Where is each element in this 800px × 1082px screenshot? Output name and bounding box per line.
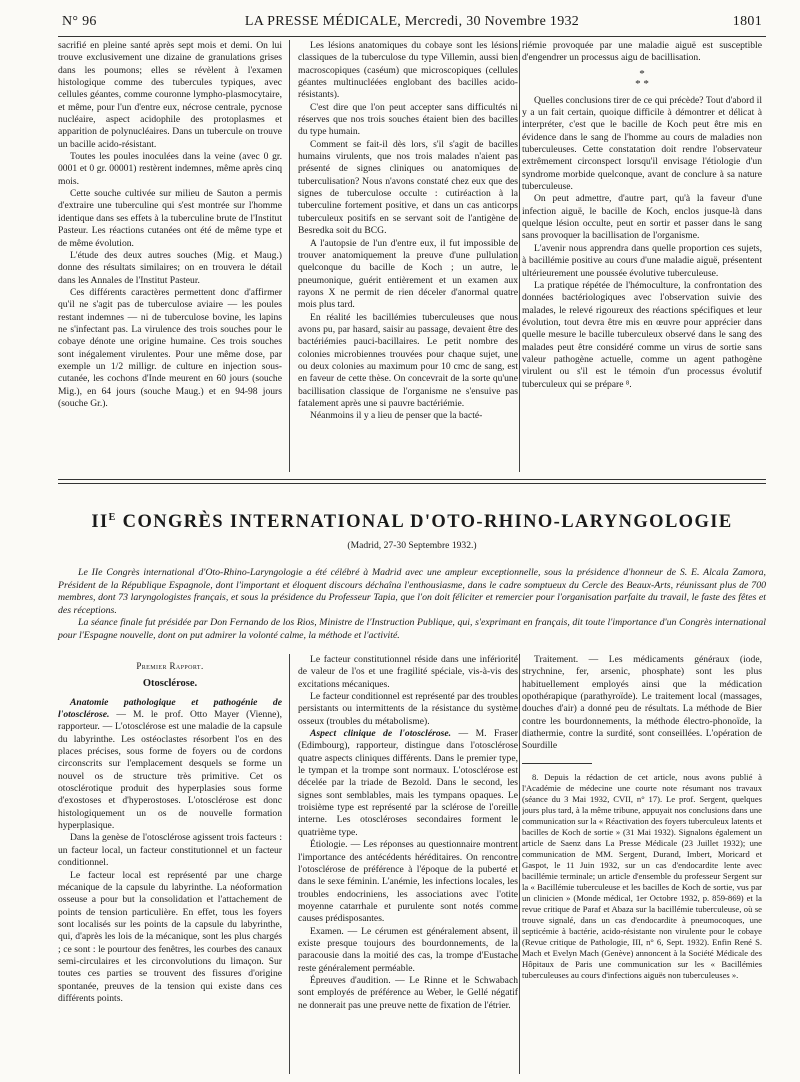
paragraph: L'étude des deux autres souches (Mig. et Maug.) donne des résultats similaires; on en trouvera le détail dans les Annales de l'Institut Pasteur.	[58, 249, 282, 286]
footnote-rule	[522, 763, 592, 764]
paragraph: Examen. — Le cérumen est généralement absent, il existe presque toujours des bourdonnements, de la paracousie dans la moitié des cas, la trompe d'Eustache reste généralement perméable.	[298, 925, 518, 974]
page-number: N° 96	[62, 14, 97, 29]
paragraph: Le facteur local est représenté par une charge mécanique de la capsule du labyrinthe. La néoformation osseuse a pour but la consolidation et l'attachement de points de tension particulière. En effet, tous les foyers sont localisés sur les points de la capsule du labyrinthe, qui, d'après les lois de la mécanique, sont les plus chargés ; ce sont : le pourtour des fenêtres, les courbes des canaux semi-circulaires et les circonvolutions du limaçon. Sur toutes ces parties se trouvent des fissures d'origine spontanée, preuves de la tension qui existe dans ces différents points.	[58, 869, 282, 1004]
paragraph: Toutes les poules inoculées dans la veine (avec 0 gr. 0001 et 0 gr. 00001) restèrent indemnes, même après cinq mois.	[58, 151, 282, 187]
paragraph-text: — M. Fraser (Edimbourg), rapporteur, distingue dans l'otosclérose quatre aspects cliniques différents. Dans le premier type, le tympan et la trompe sont normaux. L'otosclérose est décelée par la triade de Bezold. Dans le second, les signes sont semblables, mais les tympans opaques. Le troisième type est représenté par la sclérose de l'oreille interne. Les otoscléroses secondaires forment le quatrième type.	[298, 728, 518, 838]
header-rule	[58, 36, 766, 37]
paragraph: Traitement. — Les médicaments généraux (iode, strychnine, fer, arsenic, phosphate) sont les plus habituellement employés ainsi que la médication opothérapique (parathyroïde). Le traitement local (massages, douches d'air) a donné peu de résultats. La méthode de Bier contre les bourdonnements, la méthode électro-phonoïde, la diathermie, contre la surdité, sont conseillées. L'opération de Sourdille	[522, 654, 762, 752]
paragraph: sacrifié en pleine santé après sept mois et demi. On lui trouve exclusivement une dizaine de granulations grises dans les poumons; elles se révèlent à l'examen histologique comme des tubercules typiques, avec cellules géantes, comme couronne lympho-plasmocytaire, et même, pour l'un d'entre eux, nécrose centrale, pycnose nucléaire, aspect acidophile des protoplasmes et apparition de polynucléaires. Dans un tubercule on trouve un bacille acido-résistant.	[58, 40, 282, 150]
paragraph: Étiologie. — Les réponses au questionnaire montrent l'importance des antécédents héréditaires. On rencontre l'otosclérose de préférence à l'époque de la puberté et dans le sexe féminin. L'anémie, les infections locales, les troubles endocriniens, les associations avec l'otite moyenne catarrhale et purulente sont notés comme causes prédisposantes.	[298, 839, 518, 925]
footnote	[522, 772, 762, 981]
congress-subtitle: (Madrid, 27-30 Septembre 1932.)	[347, 540, 477, 551]
column-rule	[289, 654, 290, 1074]
paragraph: Le facteur constitutionnel réside dans une infériorité de valeur de l'os et une fragilité spéciale, vis-à-vis des excitations mécaniques.	[298, 654, 518, 690]
congress-intro	[58, 567, 766, 643]
footnote-text: 8. Depuis la rédaction de cet article, nous avons publié à l'Académie de médecine une courte note résumant nos travaux (séance du 3 Mai 1932, CVII, n° 17). Le prof. Sergent, quelques jours plus tard, à la même tribune, appuyait nos conclusions dans une communication sur la « Réactivation des foyers tuberculeux latents et bacilles de Koch de sortie » (31 Mai 1932). Signalons également un article de Saenz dans La Presse Médicale (23 Juillet 1932); une communication de MM. Sergent, Durand, Imbert, Moricard et Gaspot, le 11 Juin 1932, sur un cas d'endocardite lente avec bacillémie terminale; un article d'ensemble du professeur Sergent sur la « Bacillémie tuberculeuse et les bacilles de Koch de sortie, vus par un clinicien » (Monde médical, 1er Octobre 1932, p. 859-869) et la revue critique de Paraf et Abaza sur la bacillémie tuberculeuse, où se trouve signalé, dans un cas d'endocardite à pneumocoques, une septicémie à bactérie, acido-résistante non virulente pour le cobaye (Revue critique de Pathologie, III, n° 6, Sept. 1932). Enfin René S. Mach et Evelyn Mach (Genève) annoncent à la Société Médicale des Hôpitaux de Paris une communication sur les « Bacillémies tuberculeuses au cours d'infections aiguës non tuberculeuses ».	[522, 771, 762, 980]
report-label: Premier Rapport.	[136, 661, 204, 671]
title-superscript: E	[108, 512, 117, 523]
top-column-2	[298, 40, 518, 472]
journal-title: LA PRESSE MÉDICALE, Mercredi, 30 Novembre 1932	[244, 14, 580, 29]
congress-title	[58, 512, 766, 533]
paragraph: Ces différents caractères permettent donc d'affirmer qu'il ne s'agit pas de tuberculose aviaire — les poules restant indemnes — ni de tuberculose bovine, les lapins ne s'infectant pas. La virulence des trois souches pour le cobaye dénote une origine humaine. Ces trois souches sont inégalement virulentes. Pour une même dose, par exemple un 1/2 milligr. de culture en injection sous-cutanée, les cochons d'Inde meurent en 60 jours (souche Mig.), en 64 jours (souche Maug.) et en 94-98 jours (souche Gr.).	[58, 286, 282, 409]
paragraph: A l'autopsie de l'un d'entre eux, il fut impossible de trouver anatomiquement la preuve d'une pullulation quelconque du bacille de Koch ; un autre, le pneumonique, guérit entièrement et un examen aux rayons X ne permit de rien déceler d'anormal quatre mois plus tard.	[298, 237, 518, 311]
bottom-column-2	[298, 654, 518, 1074]
title-text: CONGRÈS INTERNATIONAL D'OTO-RHINO-LARYNGOLOGIE	[116, 512, 733, 533]
subsection-heading: Anatomie pathologique et pathogénie de l'otosclérose.	[58, 696, 282, 721]
top-column-3	[522, 40, 762, 472]
paragraph: En réalité les bacillémies tuberculeuses que nous avons pu, par hasard, saisir au passage, devaient être des bactériémies pauci-bacillaires. Le petit nombre des colonies microbiennes trouvées pour chaque sujet, une ou deux colonies au maximum pour 10 cmc de sang, est en faveur de cette thèse. On concevrait de la sorte qu'une bacillisation classique de l'organisme ne s'ensuive pas fatalement après une si pauvre bactériémie.	[298, 311, 518, 409]
paragraph-text: — M. le prof. Otto Mayer (Vienne), rapporteur. — L'otosclérose est une maladie de la capsule du labyrinthe. Les ostéoclastes résorbent l'os en des places précises, sous forme de foyers ou de cordons circonscrits sur l'emplacement desquels se forme un nouvel os de structure très primitive. Cet os otosclérotique produit des hyperplasies sous forme d'exostoses et d'hyperostoses. L'otosclérose est donc histologiquement un os de nouvelle formation hyperplasique.	[58, 709, 282, 832]
paragraph	[58, 697, 282, 833]
section-separator	[58, 483, 766, 484]
paragraph: Quelles conclusions tirer de ce qui précède? Tout d'abord il y a un fait certain, quoique difficile à démontrer et délicat à interpréter, c'est que le bacille de Koch peut être mis en évidence dans le sang de l'homme au cours de maladies non tuberculeuses. Cette constatation doit rendre l'observateur extrêmement circonspect lorsqu'il envisage l'étiologie d'un syndrome morbide quelconque, avant de conclure à sa nature tuberculeuse.	[522, 94, 762, 193]
paragraph: Le facteur conditionnel est représenté par des troubles persistants ou intermittents de la résistance du système osseux (troubles du métabolisme).	[298, 691, 518, 727]
top-column-1	[58, 40, 282, 472]
paragraph: Dans la genèse de l'otosclérose agissent trois facteurs : un facteur local, un facteur constitutionnel et un facteur conditionnel.	[58, 832, 282, 869]
intro-paragraph: La séance finale fut présidée par Don Fernando de los Rios, Ministre de l'Instruction Publique, qui, s'exprimant en français, dit toute l'importance d'un Congrès international pour l'Espagne nouvelle, dont on put admirer la volonté calme, la méthode et l'activité.	[58, 617, 766, 641]
section-separator	[58, 479, 766, 480]
subsection-heading: Aspect clinique de l'otosclérose.	[310, 728, 452, 740]
bottom-column-3	[522, 654, 762, 1074]
paragraph: On peut admettre, d'autre part, qu'à la faveur d'une infection aiguë, le bacille de Koch, enclos jusque-là dans quelque lésion occulte, peut en sortir et passer dans le sang sans provoquer la bacillisation de l'organisme.	[522, 193, 762, 242]
column-rule	[289, 40, 290, 472]
paragraph: Comment se fait-il dès lors, s'il s'agit de bacilles humains virulents, que nos trois malades n'aient pas présenté de signes cliniques ou anatomiques de tuberculisation? Nous n'avons constaté chez eux que des signes de tuberculose occulte : cutiréaction à la tuberculine fortement positive, et dans un cas anticorps tuberculeux positifs en se servant soit de l'antigène de Besredka soit du BCG.	[298, 138, 518, 237]
section-asterisks: * * *	[635, 67, 649, 90]
paragraph: Épreuves d'audition. — Le Rinne et le Schwabach sont employés de préférence au Weber, le Gellé négatif ne donnerait pas une preuve nette de fixation de l'étrier.	[298, 974, 518, 1011]
bottom-column-1	[58, 654, 282, 1074]
column-rule	[519, 654, 520, 1074]
section-title: Otosclérose.	[142, 678, 198, 690]
intro-paragraph: Le IIe Congrès international d'Oto-Rhino-Laryngologie a été célébré à Madrid avec une ampleur exceptionnelle, sous la présidence d'honneur de S. E. Alcala Zamora, Président de la République Espagnole, dont l'important et éloquent discours déchaîna l'enthousiasme, dans le cadre somptueux du Cercle des Beaux-Arts, réunissant plus de 700 membres, dont 73 laryngologistes français, et sous la présidence du Professeur Tapia, que l'on doit féliciter et remercier pour l'organisation parfaite du travail, le faste des fêtes et des réceptions.	[58, 567, 766, 616]
paragraph: L'avenir nous apprendra dans quelle proportion ces sujets, à bacillémie positive au cours d'une maladie aiguë, présentent ultérieurement une poussée évolutive tuberculeuse.	[522, 242, 762, 279]
title-numeral: II	[91, 512, 109, 533]
paragraph: Cette souche cultivée sur milieu de Sauton a permis d'extraire une tuberculine qui s'est montrée sur l'homme identique dans ses effets à la tuberculine brute de l'Institut Pasteur. Les réactions cutanées ont été de même type et de même évolution.	[58, 188, 282, 249]
running-header	[62, 14, 762, 36]
folio-number: 1801	[732, 14, 762, 29]
paragraph: Les lésions anatomiques du cobaye sont les lésions classiques de la tuberculose du type Villemin, aussi bien macroscopiques (caséum) que microscopiques (cellules géantes multinucléées englobant des bacilles acido-résistants).	[298, 40, 518, 101]
paragraph	[298, 728, 518, 839]
paragraph: riémie provoquée par une maladie aiguë est susceptible d'engendrer un processus aigu de bacillisation.	[522, 40, 762, 64]
paragraph: La pratique répétée de l'hémoculture, la confrontation des données bactériologiques avec l'observation suivie des malades, le relevé rigoureux des réactions spécifiques et leur évolution, tout devra être mis en œuvre pour apprécier dans quelle mesure le bacille tuberculeux observé dans le sang des malades peut être considéré comme un virus de sortie sans valeur pathogène actuelle, comme un agent pathogène virulent ou s'il est le témoin d'un processus évolutif tuberculeux qui se prépare ⁸.	[522, 279, 762, 390]
column-rule	[519, 40, 520, 472]
paragraph: C'est dire que l'on peut accepter sans difficultés ni réserves que nos trois souches étaient bien des bacilles du type humain.	[298, 101, 518, 138]
paragraph: Néanmoins il y a lieu de penser que la bacté-	[310, 410, 483, 422]
